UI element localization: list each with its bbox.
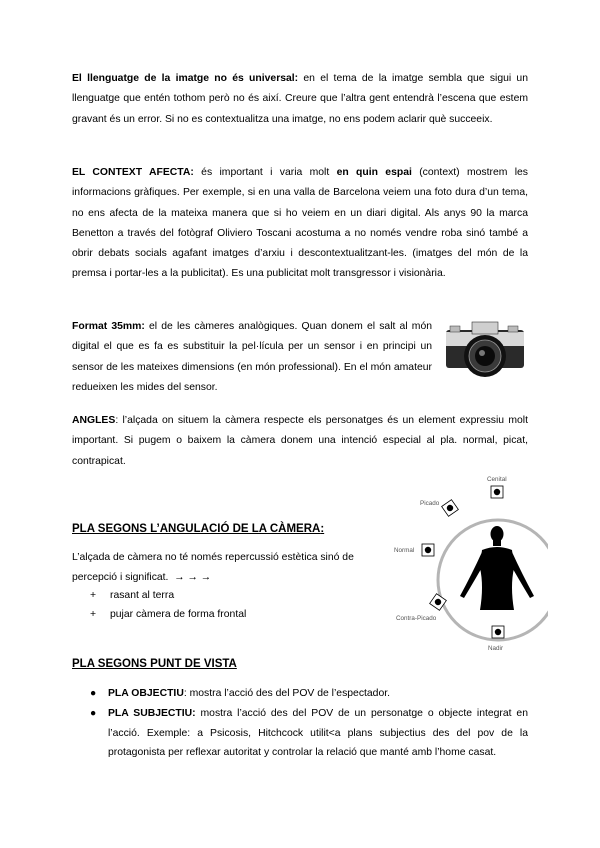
paragraph-bold-lead: ANGLES xyxy=(72,415,116,426)
heading-camera-angulation: PLA SEGONS L’ANGULACIÓ DE LA CÀMERA: xyxy=(72,523,325,535)
label-picado: Picado xyxy=(420,500,440,507)
camera-image xyxy=(442,316,528,384)
list-item: ● PLA OBJECTIU: mostra l’acció des del POV de l’espectador. xyxy=(90,688,391,699)
paragraph-bold-lead: El llenguatge de la imatge no és universal: xyxy=(72,73,299,84)
camera-height-description: L’alçada de càmera no té només repercussió estètica sinó de percepció i significat. → → → xyxy=(72,552,354,583)
heading-point-of-view: PLA SEGONS PUNT DE VISTA xyxy=(72,658,237,670)
paragraph-language-not-universal xyxy=(72,69,528,130)
paragraph-body: el de les càmeres analògiques. Quan donem el salt al món digital el que es fa es substituir la pel·lícula per un sensor i en principi un sensor de les mateixes dimensions (en món professional). En el món amateur redueixen les mides del sensor. xyxy=(72,321,432,393)
paragraph-body: en el tema de la imatge sembla que sigui un llenguatge que entén tothom però no és així. Creure que l’altra gent entendrà l’escena que estem gravant és un error. Si no es contextualitza una imatge, no ens podem aclarir què succeeix. xyxy=(72,73,528,125)
paragraph-body: (context) mostrem les informacions gràfiques. Per exemple, si en una valla de Barcelona veiem una foto dura d’un tema, no ens afecta de la mateixa manera que si ho veiem en un diari digital. Als anys 90 la marca Benetton a través del fotògraf Oliviero Toscani acostuma a no només vendre roba sinó també a obrir debats socials agafant imatges d’arxiu i descontextualitzant-les. (imatges del món de la premsa i portar-les a la publicitat). Es una publicitat molt transgressor i visionària. xyxy=(72,167,528,280)
label-contrapicado: Contra-Picado xyxy=(396,615,437,622)
camera-icon-cenital xyxy=(491,486,503,498)
label-nadir: Nadir xyxy=(488,645,504,652)
paragraph-body: : l’alçada on situem la càmera respecte els personatges és un element expressiu molt important. Si pugem o baixem la càmera donem una intenció especial al pla. normal, picat, contrapicat. xyxy=(72,415,528,467)
camera-icon-normal xyxy=(422,544,434,556)
list-item: + rasant al terra xyxy=(90,590,175,601)
camera-icon-nadir xyxy=(492,626,504,638)
camera-icon-picado xyxy=(442,500,459,517)
list-item: ● PLA SUBJECTIU: mostra l’acció des del POV de un personatge o objecte integrat en l’acció. Exemple: a Psicosis, Hitchcock utilit<a plans subjectius des del pov de la protagonista per reflexar autoritat y controlar la relació que manté amb l’home casat. xyxy=(90,707,528,759)
paragraph-bold-lead: Format 35mm: xyxy=(72,321,145,332)
label-cenital: Cenital xyxy=(487,476,507,483)
list-item: + pujar càmera de forma frontal xyxy=(90,609,247,620)
paragraph-bold-lead: EL CONTEXT AFECTA: xyxy=(72,167,194,178)
paragraph-context-affects xyxy=(72,163,528,285)
arrows: → → → xyxy=(174,571,212,583)
label-normal: Normal xyxy=(394,547,415,554)
point-of-view-list xyxy=(90,684,528,763)
paragraph-format-35mm xyxy=(72,317,432,398)
silhouette-figure xyxy=(460,526,534,610)
camera-angles-diagram xyxy=(388,470,548,660)
paragraph-angles xyxy=(72,411,528,472)
paragraph-bold-inline: en quin espai xyxy=(336,167,412,178)
paragraph-body: és important i varia molt xyxy=(193,167,337,178)
angulation-list xyxy=(90,586,246,624)
